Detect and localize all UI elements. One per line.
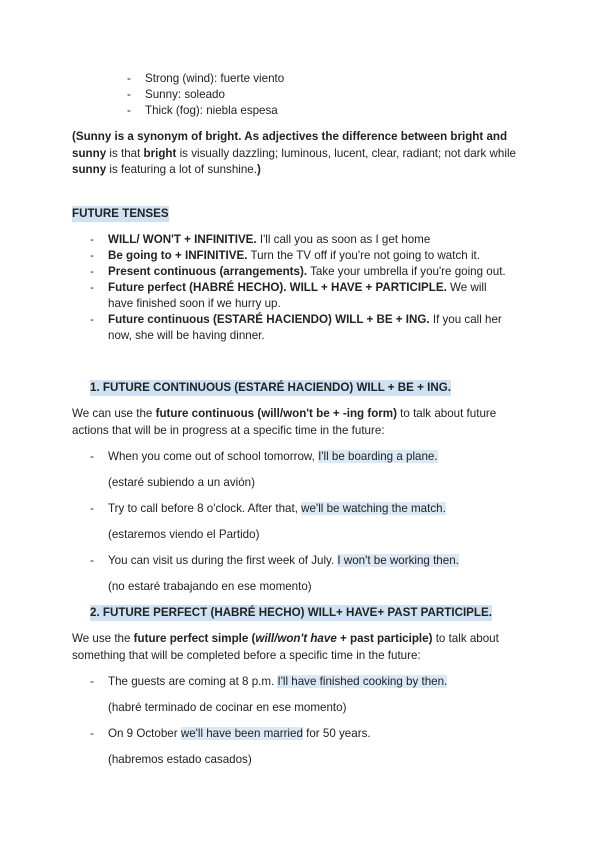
- list-dash: -: [90, 675, 94, 688]
- list-dash: -: [127, 104, 131, 117]
- example-translation: (estaremos viendo el Partido): [108, 528, 260, 541]
- list-dash: -: [127, 88, 131, 101]
- section2-title: 2. FUTURE PERFECT (HABRÉ HECHO) WILL+ HAVE+ PAST PARTICIPLE.: [90, 606, 492, 619]
- list-dash: -: [90, 554, 94, 567]
- section2-intro: We use the future perfect simple (will/won't have + past participle) to talk about something that will be completed before a specific time in the future:: [72, 632, 499, 662]
- example-sentence: The guests are coming at 8 p.m. I'll have finished cooking by then.: [108, 675, 448, 688]
- list-dash: -: [90, 265, 94, 278]
- example-sentence: On 9 October we'll have been married for 50 years.: [108, 727, 371, 740]
- example-sentence: When you come out of school tomorrow, I'll be boarding a plane.: [108, 450, 438, 463]
- list-dash: -: [127, 72, 131, 85]
- list-dash: -: [90, 233, 94, 246]
- example-translation: (habremos estado casados): [108, 753, 252, 766]
- future-tenses-heading: FUTURE TENSES: [72, 207, 169, 220]
- example-translation: (no estaré trabajando en ese momento): [108, 580, 312, 593]
- example-sentence: Try to call before 8 o'clock. After that, we'll be watching the match.: [108, 502, 446, 515]
- list-dash: -: [90, 281, 94, 294]
- tense-item: WILL/ WON'T + INFINITIVE. I'll call you as soon as I get home: [108, 233, 431, 246]
- vocab-item: Thick (fog): niebla espesa: [145, 104, 278, 117]
- tense-item: Present continuous (arrangements). Take your umbrella if you're going out.: [108, 265, 506, 278]
- vocab-item: Strong (wind): fuerte viento: [145, 72, 285, 85]
- list-dash: -: [90, 502, 94, 515]
- list-dash: -: [90, 450, 94, 463]
- vocab-item: Sunny: soleado: [145, 88, 225, 101]
- section1-intro: We can use the future continuous (will/won't be + -ing form) to talk about future actions that will be in progress at a specific time in the future:: [72, 407, 497, 437]
- section1-title: 1. FUTURE CONTINUOUS (ESTARÉ HACIENDO) WILL + BE + ING.: [90, 381, 451, 394]
- tense-item: Future continuous (ESTARÉ HACIENDO) WILL + BE + ING. If you call her now, she will be having dinner.: [108, 313, 502, 342]
- example-translation: (habré terminado de cocinar en ese momento): [108, 701, 347, 714]
- tense-item: Be going to + INFINITIVE. Turn the TV off if you're not going to watch it.: [108, 249, 480, 262]
- tense-item: Future perfect (HABRÉ HECHO). WILL + HAVE + PARTICIPLE. We will have finished soon if we hurry up.: [108, 281, 487, 310]
- list-dash: -: [90, 249, 94, 262]
- synonym-note: (Sunny is a synonym of bright. As adjectives the difference between bright and sunny is that bright is visually dazzling; luminous, lucent, clear, radiant; not dark while sunny is featuring a lot of sunshine.): [72, 130, 516, 176]
- list-dash: -: [90, 313, 94, 326]
- example-translation: (estaré subiendo a un avión): [108, 476, 255, 489]
- example-sentence: You can visit us during the first week of July. I won't be working then.: [108, 554, 459, 567]
- list-dash: -: [90, 727, 94, 740]
